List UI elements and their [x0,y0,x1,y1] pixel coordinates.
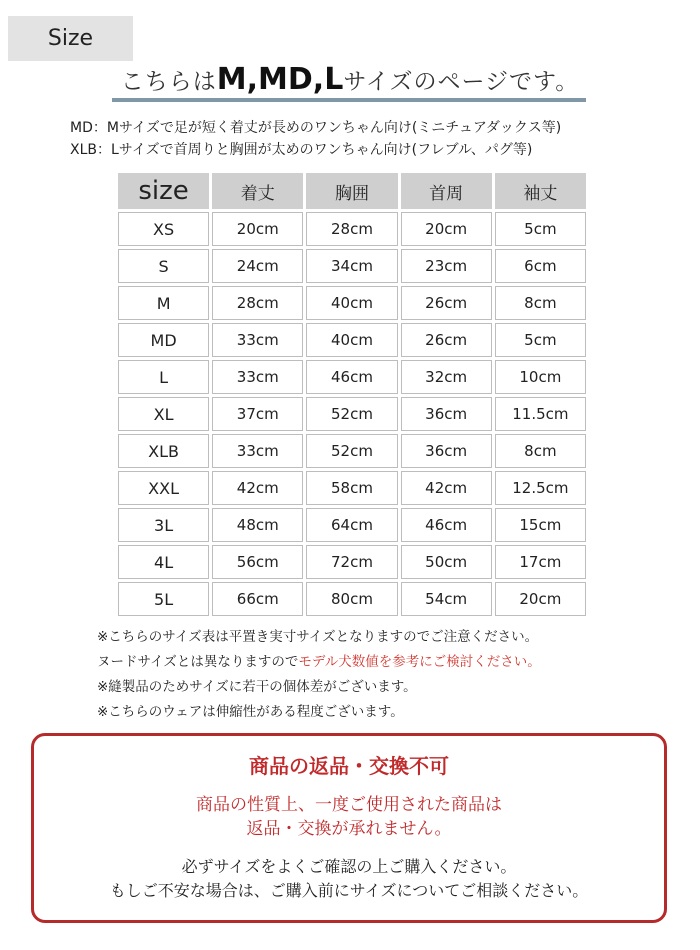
table-row [118,397,586,431]
cell-size: 5L [118,582,209,616]
table-row [118,508,586,542]
cell-length: 48cm [212,508,303,542]
cell-sleeve: 20cm [495,582,586,616]
cell-neck: 32cm [401,360,492,394]
size-tag-label: Size [47,26,94,51]
notice-advice-line-2: もしご不安な場合は、ご購入前にサイズについてご相談ください。 [109,881,589,900]
no-return-notice-box [31,733,667,923]
table-row [118,434,586,468]
cell-chest: 52cm [306,434,397,468]
table-row [118,212,586,246]
footnote-2-highlight: モデル犬数値を参考にご検討ください。 [298,654,541,670]
notice-warning-line-2: 返品・交換が承れません。 [246,819,452,839]
notice-title: 商品の返品・交換不可 [249,754,449,778]
footnote-4: ※こちらのウェアは伸縮性がある程度ございます。 [97,704,404,720]
cell-size: L [118,360,209,394]
cell-sleeve: 5cm [495,212,586,246]
cell-chest: 46cm [306,360,397,394]
cell-length: 20cm [212,212,303,246]
cell-length: 56cm [212,545,303,579]
cell-size: M [118,286,209,320]
cell-sleeve: 8cm [495,434,586,468]
cell-size: 3L [118,508,209,542]
cell-sleeve: 11.5cm [495,397,586,431]
headline-suffix: サイズのページです。 [343,69,580,95]
headline-underline [112,98,586,102]
cell-neck: 46cm [401,508,492,542]
cell-size: 4L [118,545,209,579]
cell-length: 33cm [212,323,303,357]
size-chart-table [115,170,589,619]
headline-sizes: M,MD,L [216,62,344,97]
size-footnotes [97,625,541,725]
cell-sleeve: 12.5cm [495,471,586,505]
cell-neck: 26cm [401,323,492,357]
cell-neck: 26cm [401,286,492,320]
cell-chest: 40cm [306,286,397,320]
cell-sleeve: 10cm [495,360,586,394]
footnote-3: ※縫製品のためサイズに若干の個体差がございます。 [97,679,417,695]
cell-chest: 64cm [306,508,397,542]
table-row [118,249,586,283]
table-row [118,582,586,616]
cell-chest: 40cm [306,323,397,357]
header-length: 着丈 [212,173,303,209]
cell-chest: 72cm [306,545,397,579]
notice-warning-line-1: 商品の性質上、一度ご使用された商品は [196,795,502,815]
cell-sleeve: 17cm [495,545,586,579]
cell-chest: 28cm [306,212,397,246]
cell-size: S [118,249,209,283]
cell-neck: 50cm [401,545,492,579]
table-header-row [118,173,586,209]
cell-neck: 42cm [401,471,492,505]
cell-sleeve: 5cm [495,323,586,357]
cell-sleeve: 15cm [495,508,586,542]
cell-chest: 52cm [306,397,397,431]
cell-neck: 23cm [401,249,492,283]
size-section-tag [8,16,133,61]
xlb-size-note: XLB：Lサイズで首周りと胸囲が太めのワンちゃん向け(フレブル、パグ等) [70,142,533,158]
cell-neck: 36cm [401,397,492,431]
notice-advice [34,855,664,903]
cell-size: XLB [118,434,209,468]
footnote-2 [97,650,541,675]
cell-size: XL [118,397,209,431]
cell-size: XS [118,212,209,246]
cell-size: XXL [118,471,209,505]
table-row [118,360,586,394]
cell-neck: 54cm [401,582,492,616]
cell-length: 66cm [212,582,303,616]
cell-neck: 20cm [401,212,492,246]
notice-advice-line-1: 必ずサイズをよくご確認の上ご購入ください。 [181,857,517,876]
cell-length: 24cm [212,249,303,283]
table-body [118,212,586,616]
header-sleeve: 袖丈 [495,173,586,209]
cell-neck: 36cm [401,434,492,468]
table-row [118,323,586,357]
cell-sleeve: 6cm [495,249,586,283]
headline-prefix: こちらは [120,69,217,95]
footnote-1: ※こちらのサイズ表は平置き実寸サイズとなりますのでご注意ください。 [97,629,539,645]
table-row [118,286,586,320]
header-chest: 胸囲 [306,173,397,209]
page-headline [0,62,700,97]
cell-chest: 58cm [306,471,397,505]
footnote-2-text: ヌードサイズとは異なりますので [97,654,299,670]
cell-length: 37cm [212,397,303,431]
cell-size: MD [118,323,209,357]
md-size-note: MD：Mサイズで足が短く着丈が長めのワンちゃん向け(ミニチュアダックス等) [70,120,562,136]
cell-length: 33cm [212,360,303,394]
table-row [118,545,586,579]
header-size: size [118,173,209,209]
notice-warning [34,793,664,841]
cell-length: 33cm [212,434,303,468]
header-neck: 首周 [401,173,492,209]
table-row [118,471,586,505]
cell-sleeve: 8cm [495,286,586,320]
cell-chest: 80cm [306,582,397,616]
cell-length: 42cm [212,471,303,505]
cell-chest: 34cm [306,249,397,283]
cell-length: 28cm [212,286,303,320]
